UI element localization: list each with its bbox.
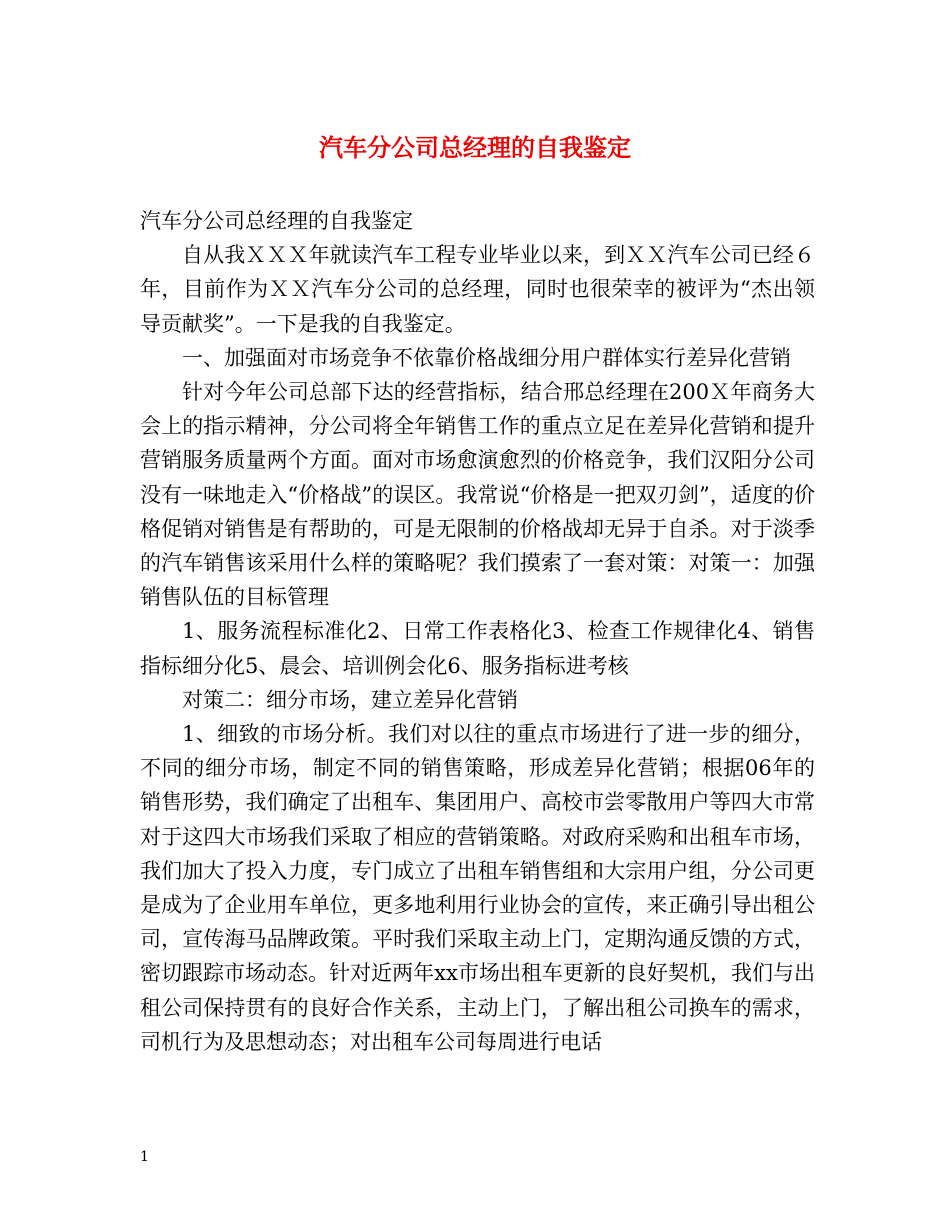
document-body: [140, 204, 815, 1059]
section-heading: 一、加强面对市场竞争不依靠价格战细分用户群体实行差异化营销: [182, 345, 791, 370]
body-paragraph: 1、服务流程标准化2、日常工作表格化3、检查工作规律化4、销售指标细分化5、晨会、培训例会化6、服务指标进考核: [140, 619, 815, 678]
page-number: 1: [140, 1149, 149, 1165]
body-paragraph: 1、细致的市场分析。我们对以往的重点市场进行了进一步的细分，不同的细分市场，制定不同的销售策略，形成差异化营销；根据06年的销售形势，我们确定了出租车、集团用户、高校市尝零散用户等四大市常对于这四大市场我们采取了相应的营销策略。对政府采购和出租车市场，我们加大了投入力度，专门成立了出租车销售组和大宗用户组，分公司更是成为了企业用车单位，更多地利用行业协会的宣传，来正确引导出租公司，宣传海马品牌政策。平时我们采取主动上门，定期沟通反馈的方式，密切跟踪市场动态。针对近两年xx市场出租车更新的良好契机，我们与出租公司保持贯有的良好合作关系，主动上门，了解出租公司换车的需求，司机行为及思想动态；对出租车公司每周进行电话: [140, 722, 815, 1054]
body-paragraph: 针对今年公司总部下达的经营指标，结合邢总经理在200Ｘ年商务大会上的指示精神，分公司将全年销售工作的重点立足在差异化营销和提升营销服务质量两个方面。面对市场愈演愈烈的价格竞争，我们汉阳分公司没有一味地走入“价格战”的误区。我常说“价格是一把双刃剑”，适度的价格促销对销售是有帮助的，可是无限制的价格战却无异于自杀。对于淡季的汽车销售该采用什么样的策略呢？我们摸索了一套对策：对策一：加强销售队伍的目标管理: [140, 380, 815, 610]
body-paragraph: 对策二：细分市场，建立差异化营销: [182, 687, 518, 712]
intro-paragraph: 自从我ＸＸＸ年就读汽车工程专业毕业以来，到ＸＸ汽车公司已经６年，目前作为ＸＸ汽车分公司的总经理，同时也很荣幸的被评为“杰出领导贡献奖”。一下是我的自我鉴定。: [140, 243, 815, 336]
subtitle-paragraph: 汽车分公司总经理的自我鉴定: [140, 209, 413, 233]
document-title: 汽车分公司总经理的自我鉴定: [319, 133, 631, 162]
